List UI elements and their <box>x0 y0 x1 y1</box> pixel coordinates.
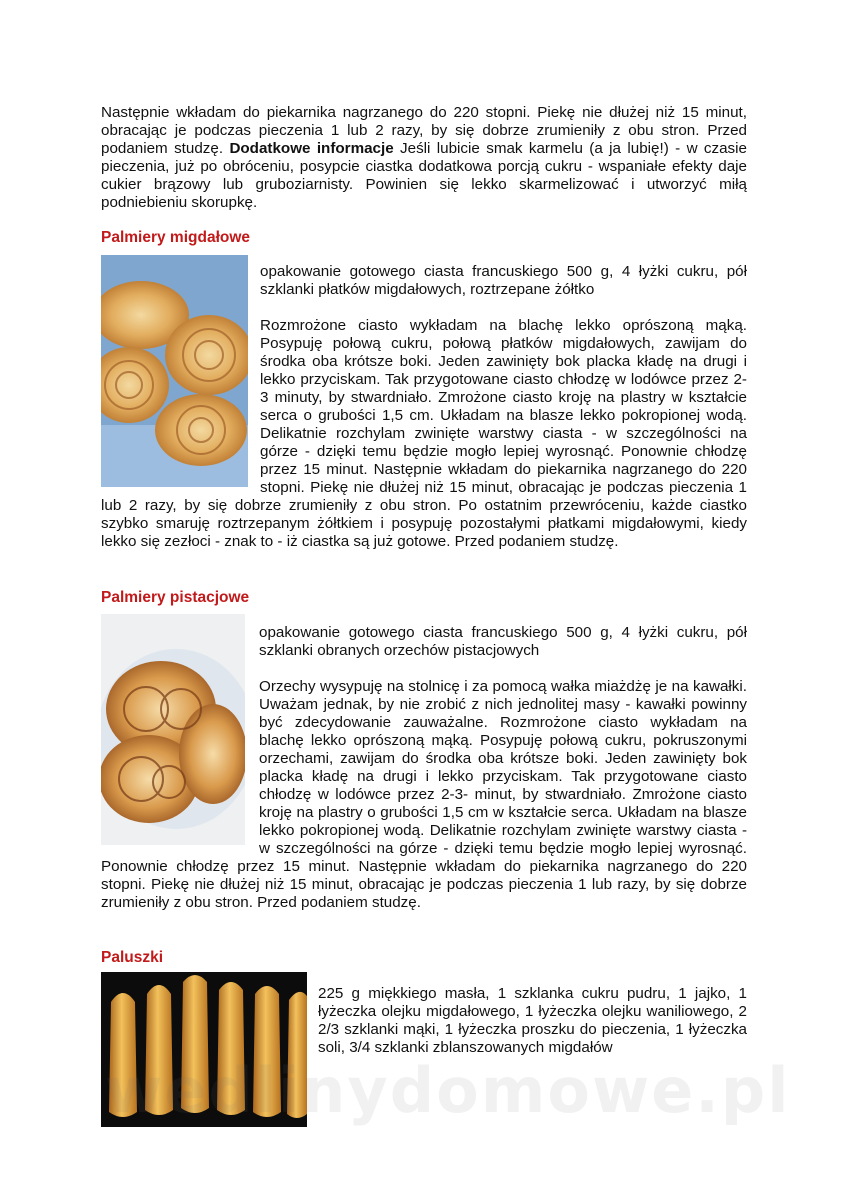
method-text: Orzechy wysypuję na stolnicę i za pomocą wałka miażdżę je na kawałki. Uważam jednak, by nie zrobić z nich jednolitej masy - kawałki powinny być zdecydowanie zauważalne. Rozmrożone ciasto wykładam na blachę lekko oprószoną mąką. Posypuję połową cukru, pokruszonymi orzechami, zawijam do środka oba krótsze boki. Jeden zawinięty bok placka kładę na drugi i lekko przyciskam. Tak przygotowane ciasto chłodzę w lodówce przez 2-3- minut, by stwardniało. Zmrożone ciasto kroję na plastry o grubości 1,5 cm w kształcie serca. Układam na blasze lekko pokropionej wodą. Delikatnie rozchylam zwinięte warstwy ciasta - w szczególności na górze - dzięki temu będzie mogło lepiej wyrosnąć. Ponownie chłodzę przez 15 minut. Następnie wkładam do piekarnika nagrzanego do 220 stopni. Piekę nie dłużej niż 15 minut, obracając je podczas pieczenia 1 lub razy, by się dobrze zrumieniły z obu stron. Przed podaniem studzę. <box>101 678 747 911</box>
recipe-palmiery-pistacjowe-body <box>101 624 747 912</box>
ingredients-text: opakowanie gotowego ciasta francuskiego 500 g, 4 łyżki cukru, pół szklanki obranych orzechów pistacjowych <box>259 624 747 659</box>
recipe-title-palmiery-migdalowe: Palmiery migdałowe <box>101 229 251 246</box>
ingredients-text: opakowanie gotowego ciasta francuskiego 500 g, 4 łyżki cukru, pół szklanki płatków migdałowych, roztrzepane żółtko <box>260 263 747 298</box>
recipe-title-palmiery-pistacjowe: Palmiery pistacjowe <box>101 589 250 606</box>
watermark: wedlinydomowe.pl <box>105 1054 791 1127</box>
recipe-title-paluszki: Paluszki <box>101 949 164 966</box>
recipe-palmiery-migdalowe-body <box>101 263 747 551</box>
intro-text-before: Następnie wkładam do piekarnika nagrzanego do 220 stopni. Piekę nie dłużej niż 15 minut, obracając je podczas pieczenia 1 lub 2 razy, by się dobrze zrumieniły z obu stron. Przed podaniem studzę. <box>101 104 747 157</box>
intro-paragraph <box>101 104 747 212</box>
ingredients-text: 225 g miękkiego masła, 1 szklanka cukru pudru, 1 jajko, 1 łyżeczka olejku migdałowego, 1 łyżeczka olejku waniliowego, 2 2/3 szklanki mąki, 1 łyżeczka proszku do pieczenia, 1 łyżeczka soli, 3/4 szklanki zblanszowanych migdałów <box>318 985 747 1056</box>
intro-bold-label: Dodatkowe informacje <box>229 140 394 157</box>
photo-spacer <box>101 624 245 855</box>
photo-spacer <box>101 263 248 495</box>
method-text: Rozmrożone ciasto wykładam na blachę lekko oprószoną mąką. Posypuję połową cukru, połową płatków migdałowych, zawijam do środka oba krótsze boki. Jeden zawinięty bok placka kładę na drugi i lekko przyciskam. Tak przygotowane ciasto chłodzę w lodówce przez 2-3 minuty, by stwardniało. Zmrożone ciasto kroję na plastry w kształcie serca o grubości 1,5 cm. Układam na blasze lekko pokropionej wodą. Delikatnie rozchylam zwinięte warstwy ciasta - w szczególności na górze - dzięki temu będzie mogło lepiej wyrosnąć. Ponownie chłodzę przez 15 minut. Następnie wkładam do piekarnika nagrzanego do 220 stopni. Piekę nie dłużej niż 15 minut, obracając je podczas pieczenia 1 lub 2 razy, by się dobrze zrumieniły z obu stron. Po ostatnim przewróceniu, każde ciastko szybko smaruję roztrzepanym żółtkiem i posypuję pozostałymi płatkami migdałowymi, kiedy lekko się zezłoci - znak to - iż ciastka są już gotowe. Przed podaniem studzę. <box>101 317 747 550</box>
intro-text-after: Jeśli lubicie smak karmelu (a ja lubię!) - w czasie pieczenia, już po obróceniu, posypcie ciastka dodatkowa porcją cukru - wspaniałe efekty daje cukier brązowy lub gruboziarnisty. Powinien się lekko skarmelizować i utworzyć miłą podniebieniu skorupkę. <box>101 140 747 211</box>
